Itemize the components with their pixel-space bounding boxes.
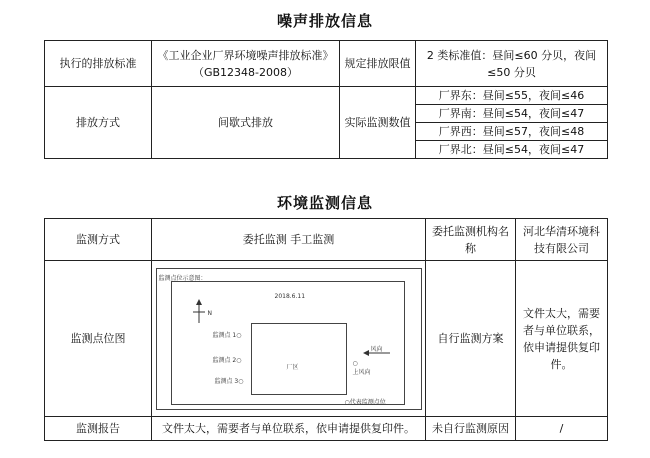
noise-table xyxy=(44,40,608,159)
agency-label: 委托监测机构名称 xyxy=(426,219,516,261)
agency-value: 河北华清环境科技有限公司 xyxy=(516,219,608,261)
standard-value: 《工业企业厂界环境噪声排放标准》（GB12348-2008） xyxy=(152,41,340,87)
reason-value: / xyxy=(516,417,608,441)
method-label: 排放方式 xyxy=(45,87,152,159)
upwind-marker: ○ xyxy=(352,359,358,367)
location-label: 监测点位图 xyxy=(45,261,152,417)
map-legend: ○代表监测点位 xyxy=(344,398,386,406)
actual-label: 实际监测数值 xyxy=(340,87,416,159)
monitoring-map xyxy=(156,268,422,410)
monitoring-point-3: 监测点 3○ xyxy=(214,377,244,385)
location-map-cell xyxy=(152,261,426,417)
report-value: 文件太大，需要者与单位联系，依申请提供复印件。 xyxy=(152,417,426,441)
noise-section-title: 噪声排放信息 xyxy=(276,12,373,30)
reason-label: 未自行监测原因 xyxy=(426,417,516,441)
map-caption: 监测点位示意图： xyxy=(158,274,207,282)
wind-label: 风向 xyxy=(370,345,383,353)
report-label: 监测报告 xyxy=(45,417,152,441)
standard-label: 执行的排放标准 xyxy=(45,41,152,87)
actual-value-south: 厂界南：昼间≤54，夜间≤47 xyxy=(416,105,607,123)
limit-label: 规定排放限值 xyxy=(340,41,416,87)
actual-values xyxy=(416,87,608,159)
actual-value-north: 厂界北：昼间≤54，夜间≤47 xyxy=(438,143,585,156)
env-method-value: 委托监测 手工监测 xyxy=(152,219,426,261)
env-section-title: 环境监测信息 xyxy=(276,194,373,212)
monitoring-point-2: 监测点 2○ xyxy=(212,356,242,364)
north-label: N xyxy=(207,309,212,317)
limit-value: 2 类标准值：昼间≤60 分贝，夜间≤50 分贝 xyxy=(416,41,608,87)
actual-value-west: 厂界西：昼间≤57，夜间≤48 xyxy=(416,123,607,141)
north-arrow-icon xyxy=(193,299,217,325)
env-method-label: 监测方式 xyxy=(45,219,152,261)
upwind-label: 上风向 xyxy=(352,368,371,376)
plan-value: 文件太大，需要者与单位联系，依申请提供复印件。 xyxy=(516,261,608,417)
map-date: 2018.6.11 xyxy=(274,292,306,300)
monitoring-point-1: 监测点 1○ xyxy=(212,331,242,339)
actual-value-east: 厂界东：昼间≤55，夜间≤46 xyxy=(416,87,607,105)
plan-label: 自行监测方案 xyxy=(426,261,516,417)
factory-label: 厂区 xyxy=(286,363,299,371)
env-table xyxy=(44,218,608,441)
method-value: 间歇式排放 xyxy=(152,87,340,159)
